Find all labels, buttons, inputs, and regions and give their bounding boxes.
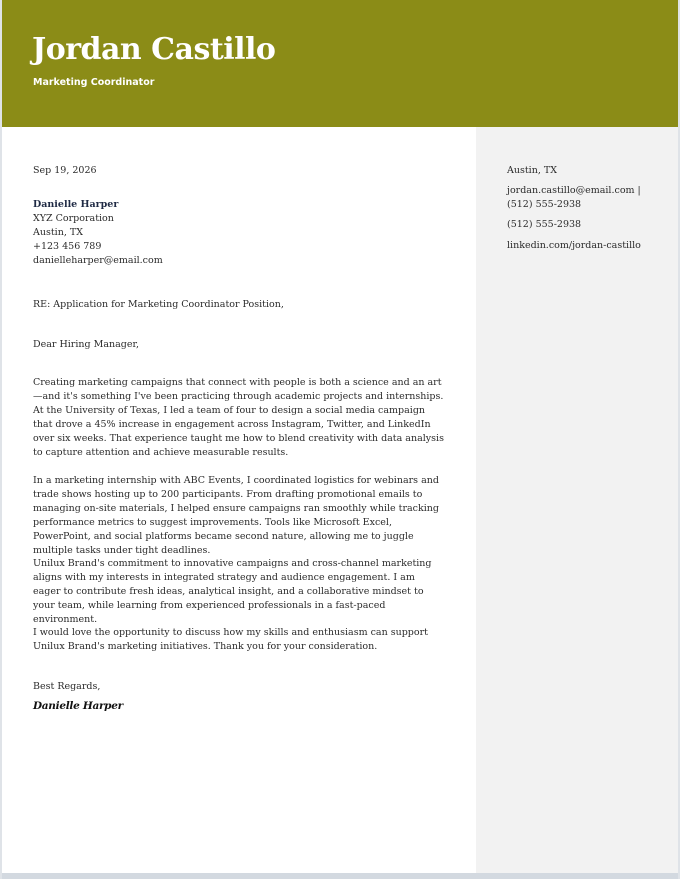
recipient-name: Danielle Harper [33, 199, 119, 210]
recipient-location: Austin, TX [33, 227, 83, 238]
contact-sidebar [476, 127, 678, 873]
body-paragraph-4: I would love the opportunity to discuss how my skills and enthusiasm can support Unilux Brand's marketing initiatives. Thank you for your consideration. [33, 627, 428, 652]
closing: Best Regards, [33, 681, 101, 692]
signature: Danielle Harper [33, 700, 123, 712]
applicant-role: Marketing Coordinator [33, 77, 155, 88]
page-shadow [2, 873, 678, 879]
sidebar-location: Austin, TX [507, 165, 557, 176]
letter-date: Sep 19, 2026 [33, 165, 97, 176]
recipient-phone: +123 456 789 [33, 241, 102, 252]
recipient-company: XYZ Corporation [33, 213, 114, 224]
applicant-name: Jordan Castillo [32, 32, 276, 67]
body-paragraph-3: Unilux Brand's commitment to innovative campaigns and cross-channel marketing aligns with my interests in integrated strategy and audience engagement. I am eager to contribute fresh ideas, analytical insight, and a collaborative mindset to your team, while learning from experienced professionals in a fast-paced environment. [33, 558, 432, 625]
subject-line: RE: Application for Marketing Coordinator Position, [33, 299, 284, 310]
greeting: Dear Hiring Manager, [33, 339, 139, 350]
sidebar-linkedin: linkedin.com/jordan-castillo [507, 240, 641, 251]
cover-letter-page [2, 0, 678, 873]
header-banner [2, 0, 678, 127]
body-paragraph-2: In a marketing internship with ABC Events, I coordinated logistics for webinars and trade shows hosting up to 200 participants. From drafting promotional emails to managing on-site materials, I helped ensure campaigns ran smoothly while tracking performance metrics to suggest improvements. Tools like Microsoft Excel, PowerPoint, and social platforms became second nature, allowing me to juggle multiple tasks under tight deadlines. [33, 475, 439, 556]
sidebar-phone: (512) 555-2938 [507, 219, 582, 230]
sidebar-email: jordan.castillo@email.com | (512) 555-2938 [507, 185, 641, 210]
recipient-block [33, 198, 445, 268]
body-paragraph-1: Creating marketing campaigns that connect with people is both a science and an art—and it's something I've been practicing through academic projects and internships. At the University of Texas, I led a team of four to design a social media campaign that drove a 45% increase in engagement across Instagram, Twitter, and LinkedIn over six weeks. That experience taught me how to blend creativity with data analysis to capture attention and achieve measurable results. [33, 377, 444, 458]
recipient-email: danielleharper@email.com [33, 255, 163, 266]
